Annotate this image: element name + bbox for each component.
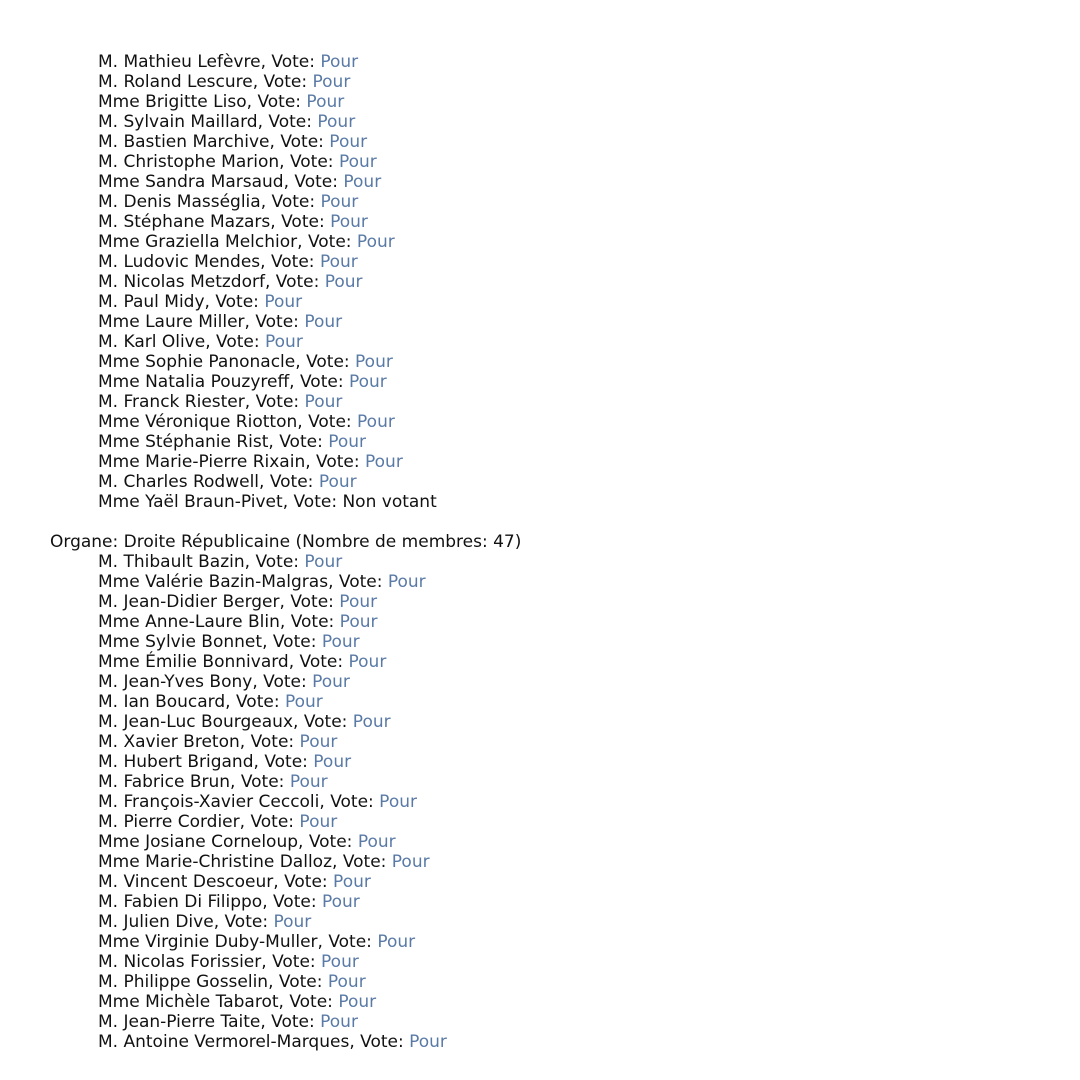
member-vote-line — [0, 332, 1080, 352]
vote-label: Vote: — [338, 572, 388, 592]
name-separator: , — [262, 632, 273, 652]
vote-label: Vote: — [273, 892, 322, 912]
name-separator: , — [260, 192, 272, 212]
member-name: Mme Laure Miller — [98, 312, 245, 332]
member-vote-line — [0, 792, 1080, 812]
vote-value: Pour — [320, 1012, 358, 1032]
vote-value: Pour — [321, 632, 360, 652]
member-vote-line — [0, 372, 1080, 392]
vote-value: Pour — [265, 332, 303, 352]
vote-value: Pour — [348, 652, 387, 672]
name-separator: , — [239, 732, 251, 752]
name-separator: , — [244, 552, 256, 572]
vote-value: Pour — [355, 352, 393, 372]
vote-label: Vote: — [308, 832, 358, 852]
member-vote-line — [0, 212, 1080, 232]
vote-value: Pour — [339, 592, 378, 612]
name-separator: , — [244, 392, 256, 412]
member-vote-line — [0, 912, 1080, 932]
vote-label: Vote: — [289, 992, 339, 1012]
vote-label: Vote: — [280, 132, 330, 152]
name-separator: , — [262, 892, 273, 912]
vote-value: Pour — [329, 132, 368, 152]
member-name: M. Charles Rodwell — [98, 472, 260, 492]
vote-label: Vote: — [271, 1012, 321, 1032]
vote-label: Vote: — [316, 452, 366, 472]
member-name: Mme Sylvie Bonnet — [98, 632, 263, 652]
member-vote-line — [0, 612, 1080, 632]
name-separator: , — [289, 372, 300, 392]
member-name: Mme Brigitte Liso — [98, 92, 247, 112]
vote-value: Pour — [338, 992, 377, 1012]
name-separator: , — [305, 452, 317, 472]
member-name: M. Pierre Cordier — [98, 812, 240, 832]
name-separator: , — [349, 1032, 361, 1052]
vote-value: Pour — [357, 832, 396, 852]
name-separator: , — [204, 292, 216, 312]
name-separator: , — [283, 172, 295, 192]
member-vote-line — [0, 92, 1080, 112]
vote-value: Pour — [377, 932, 416, 952]
vote-value: Pour — [328, 432, 367, 452]
organe-header: Organe: Droite Républicaine (Nombre de membres: 47) — [50, 532, 522, 552]
member-vote-line — [0, 652, 1080, 672]
name-separator: , — [225, 692, 236, 712]
vote-value: Pour — [320, 192, 359, 212]
vote-label: Vote: — [330, 792, 380, 812]
member-vote-line — [0, 772, 1080, 792]
member-vote-line — [0, 272, 1080, 292]
name-separator: , — [295, 352, 307, 372]
member-name: M. Sylvain Maillard — [98, 112, 258, 132]
vote-label: Vote: — [224, 912, 274, 932]
member-vote-line — [0, 452, 1080, 472]
member-name: Mme Sandra Marsaud — [98, 172, 284, 192]
member-vote-line — [0, 812, 1080, 832]
vote-label: Vote: — [250, 812, 300, 832]
vote-value: Pour — [304, 552, 343, 572]
member-name: Mme Sophie Panonacle — [98, 352, 296, 372]
name-separator: , — [298, 832, 309, 852]
member-name: M. Hubert Brigand — [98, 752, 254, 772]
vote-label: Vote: — [250, 732, 300, 752]
member-name: Mme Josiane Corneloup — [98, 832, 299, 852]
member-name: M. Ian Boucard — [98, 692, 226, 712]
member-name: M. Karl Olive — [98, 332, 206, 352]
vote-label: Vote: — [263, 72, 313, 92]
vote-value: Pour — [348, 372, 387, 392]
name-separator: , — [288, 652, 300, 672]
vote-value: Pour — [379, 792, 417, 812]
vote-value: Pour — [321, 892, 360, 912]
member-vote-line — [0, 112, 1080, 132]
name-separator: , — [261, 952, 273, 972]
vote-label: Vote: — [293, 492, 343, 512]
member-name: M. Jean-Yves Bony — [98, 672, 253, 692]
member-name: M. Christophe Marion — [98, 152, 280, 172]
member-name: M. Fabrice Brun — [98, 772, 231, 792]
vote-value: Pour — [321, 952, 359, 972]
vote-label: Vote: — [269, 472, 319, 492]
member-vote-line — [0, 552, 1080, 572]
vote-label: Vote: — [272, 952, 322, 972]
vote-value: Non votant — [342, 492, 437, 512]
vote-label: Vote: — [264, 752, 314, 772]
member-name: Mme Michèle Tabarot — [98, 992, 279, 1012]
member-name: M. Jean-Pierre Taite — [98, 1012, 261, 1032]
vote-value: Pour — [409, 1032, 447, 1052]
member-vote-line — [0, 1032, 1080, 1052]
name-separator: , — [319, 792, 331, 812]
member-name: M. Ludovic Mendes — [98, 252, 261, 272]
member-name: Mme Anne-Laure Blin — [98, 612, 280, 632]
name-separator: , — [246, 92, 258, 112]
vote-value: Pour — [391, 852, 430, 872]
member-name: Mme Natalia Pouzyreff — [98, 372, 290, 392]
member-name: M. Stéphane Mazars — [98, 212, 271, 232]
member-vote-line — [0, 752, 1080, 772]
member-name: M. Thibault Bazin — [98, 552, 245, 572]
name-separator: , — [252, 672, 264, 692]
vote-value: Pour — [289, 772, 328, 792]
name-separator: , — [297, 412, 309, 432]
member-vote-line — [0, 992, 1080, 1012]
vote-value: Pour — [333, 872, 371, 892]
name-separator: , — [260, 252, 271, 272]
member-vote-line — [0, 852, 1080, 872]
vote-label: Vote: — [272, 632, 322, 652]
name-separator: , — [259, 472, 270, 492]
vote-value: Pour — [387, 572, 426, 592]
name-separator: , — [268, 972, 279, 992]
vote-value: Pour — [319, 252, 358, 272]
member-name: M. Jean-Didier Berger — [98, 592, 280, 612]
member-vote-line — [0, 472, 1080, 492]
vote-value: Pour — [313, 752, 352, 772]
name-separator: , — [279, 592, 291, 612]
member-vote-line — [0, 672, 1080, 692]
name-separator: , — [273, 872, 285, 892]
member-name: M. Julien Dive — [98, 912, 214, 932]
name-separator: , — [239, 812, 251, 832]
vote-label: Vote: — [299, 652, 349, 672]
member-name: Mme Marie-Christine Dalloz — [98, 852, 332, 872]
member-name: Mme Marie-Pierre Rixain — [98, 452, 306, 472]
vote-label: Vote: — [255, 312, 305, 332]
member-vote-line — [0, 872, 1080, 892]
member-name: M. Mathieu Lefèvre — [98, 52, 261, 72]
member-vote-line — [0, 952, 1080, 972]
name-separator: , — [269, 132, 281, 152]
vote-label: Vote: — [215, 292, 265, 312]
vote-label: Vote: — [306, 352, 356, 372]
vote-document — [0, 52, 1080, 1052]
vote-value: Pour — [306, 92, 345, 112]
name-separator: , — [264, 272, 276, 292]
vote-value: Pour — [299, 812, 338, 832]
member-name: M. Antoine Vermorel-Marques — [98, 1032, 350, 1052]
vote-value: Pour — [343, 172, 382, 192]
vote-label: Vote: — [263, 672, 313, 692]
member-name: Mme Graziella Melchior — [98, 232, 298, 252]
member-name: M. Franck Riester — [98, 392, 245, 412]
vote-label: Vote: — [303, 712, 353, 732]
vote-label: Vote: — [360, 1032, 410, 1052]
member-name: M. Paul Midy — [98, 292, 205, 312]
member-name: M. François-Xavier Ceccoli — [98, 792, 320, 812]
vote-value: Pour — [273, 912, 312, 932]
name-separator: , — [260, 52, 272, 72]
vote-value: Pour — [304, 392, 343, 412]
member-vote-line — [0, 692, 1080, 712]
vote-label: Vote: — [294, 172, 344, 192]
vote-list — [0, 52, 1080, 1052]
member-name: Mme Émilie Bonnivard — [98, 652, 289, 672]
name-separator: , — [317, 932, 329, 952]
vote-label: Vote: — [255, 552, 305, 572]
name-separator: , — [268, 432, 280, 452]
member-vote-line — [0, 712, 1080, 732]
member-name: M. Xavier Breton — [98, 732, 240, 752]
name-separator: , — [293, 712, 304, 732]
vote-label: Vote: — [284, 872, 334, 892]
member-name: Mme Stéphanie Rist — [98, 432, 269, 452]
vote-label: Vote: — [290, 592, 340, 612]
name-separator: , — [244, 312, 256, 332]
vote-label: Vote: — [279, 432, 329, 452]
vote-value: Pour — [327, 972, 366, 992]
name-separator: , — [257, 112, 269, 132]
member-vote-line — [0, 592, 1080, 612]
member-vote-line — [0, 892, 1080, 912]
member-vote-line — [0, 292, 1080, 312]
member-vote-line — [0, 152, 1080, 172]
member-vote-line — [0, 72, 1080, 92]
vote-label: Vote: — [308, 412, 358, 432]
member-name: M. Nicolas Metzdorf — [98, 272, 265, 292]
vote-value: Pour — [312, 672, 350, 692]
vote-label: Vote: — [290, 612, 340, 632]
member-name: Mme Yaël Braun-Pivet — [98, 492, 283, 512]
name-separator: , — [279, 612, 291, 632]
vote-value: Pour — [304, 312, 343, 332]
member-name: M. Denis Masséglia — [98, 192, 261, 212]
member-name: M. Roland Lescure — [98, 72, 253, 92]
vote-label: Vote: — [240, 772, 290, 792]
member-vote-line — [0, 132, 1080, 152]
name-separator: , — [253, 752, 265, 772]
vote-label: Vote: — [307, 232, 357, 252]
vote-label: Vote: — [270, 252, 320, 272]
vote-label: Vote: — [235, 692, 285, 712]
vote-value: Pour — [264, 292, 303, 312]
name-separator: , — [205, 332, 217, 352]
member-name: M. Fabien Di Filippo — [98, 892, 263, 912]
name-separator: , — [213, 912, 225, 932]
member-vote-line — [0, 192, 1080, 212]
vote-value: Pour — [352, 712, 391, 732]
member-name: M. Jean-Luc Bourgeaux — [98, 712, 294, 732]
member-vote-line — [0, 252, 1080, 272]
member-vote-line — [0, 352, 1080, 372]
name-separator: , — [278, 992, 290, 1012]
vote-value: Pour — [284, 692, 323, 712]
vote-label: Vote: — [281, 212, 331, 232]
vote-value: Pour — [356, 232, 395, 252]
member-name: Mme Véronique Riotton — [98, 412, 298, 432]
vote-label: Vote: — [216, 332, 265, 352]
vote-label: Vote: — [342, 852, 392, 872]
vote-label: Vote: — [255, 392, 305, 412]
member-vote-line — [0, 172, 1080, 192]
member-vote-line — [0, 52, 1080, 72]
vote-value: Pour — [365, 452, 403, 472]
member-vote-line — [0, 232, 1080, 252]
vote-value: Pour — [339, 612, 378, 632]
name-separator: , — [230, 772, 241, 792]
name-separator: , — [328, 572, 339, 592]
member-vote-line — [0, 732, 1080, 752]
member-name: Mme Virginie Duby-Muller — [98, 932, 318, 952]
name-separator: , — [252, 72, 264, 92]
member-vote-line — [0, 632, 1080, 652]
name-separator: , — [279, 152, 290, 172]
name-separator: , — [260, 1012, 272, 1032]
vote-value: Pour — [318, 472, 357, 492]
member-vote-line — [0, 832, 1080, 852]
member-name: M. Vincent Descoeur — [98, 872, 274, 892]
vote-value: Pour — [312, 72, 351, 92]
member-vote-line — [0, 412, 1080, 432]
vote-label: Vote: — [268, 112, 318, 132]
name-separator: , — [297, 232, 308, 252]
section-spacer — [0, 512, 1080, 532]
member-vote-line — [0, 572, 1080, 592]
vote-label: Vote: — [275, 272, 325, 292]
name-separator: , — [270, 212, 282, 232]
member-vote-line — [0, 312, 1080, 332]
member-vote-line — [0, 972, 1080, 992]
vote-value: Pour — [357, 412, 395, 432]
vote-label: Vote: — [271, 52, 321, 72]
vote-value: Pour — [338, 152, 377, 172]
vote-value: Pour — [330, 212, 368, 232]
member-vote-line — [0, 392, 1080, 412]
name-separator: , — [282, 492, 294, 512]
member-vote-line — [0, 432, 1080, 452]
vote-label: Vote: — [299, 372, 349, 392]
member-name: M. Nicolas Forissier — [98, 952, 262, 972]
name-separator: , — [332, 852, 343, 872]
member-name: Mme Valérie Bazin-Malgras — [98, 572, 329, 592]
member-vote-line — [0, 1012, 1080, 1032]
vote-label: Vote: — [278, 972, 328, 992]
member-vote-line — [0, 932, 1080, 952]
vote-value: Pour — [317, 112, 356, 132]
vote-value: Pour — [320, 52, 359, 72]
vote-value: Pour — [324, 272, 363, 292]
vote-label: Vote: — [257, 92, 307, 112]
vote-label: Vote: — [271, 192, 321, 212]
member-vote-line — [0, 492, 1080, 512]
member-name: M. Philippe Gosselin — [98, 972, 269, 992]
vote-label: Vote: — [289, 152, 339, 172]
member-name: M. Bastien Marchive — [98, 132, 270, 152]
vote-label: Vote: — [328, 932, 378, 952]
vote-value: Pour — [299, 732, 338, 752]
